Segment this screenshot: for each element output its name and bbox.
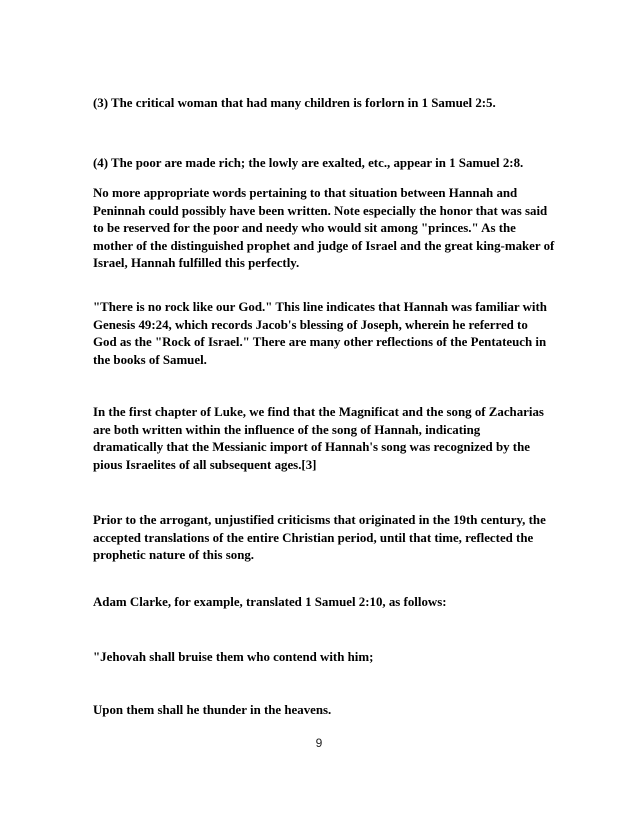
paragraph-point-4: (4) The poor are made rich; the lowly are exalted, etc., appear in 1 Samuel 2:8. [93,156,524,170]
quote-line-2: Upon them shall he thunder in the heavens. [93,703,332,717]
page-number: 9 [315,736,323,750]
paragraph-point-3: (3) The critical woman that had many children is forlorn in 1 Samuel 2:5. [93,96,496,110]
paragraph-luke-magnificat: In the first chapter of Luke, we find that the Magnificat and the song of Zacharias are both written within the influence of the song of Hannah, indicating dramatically that the Messianic import of Hannah's song was recognized by the pious Israelites of all subsequent ages.[3] [93,405,544,472]
paragraph-adam-clarke: Adam Clarke, for example, translated 1 Samuel 2:10, as follows: [93,595,447,609]
paragraph-rock-of-israel: "There is no rock like our God." This line indicates that Hannah was familiar with Genesis 49:24, which records Jacob's blessing of Joseph, wherein he referred to God as the "Rock of Israel." There are many other reflections of the Pentateuch in the books of Samuel. [93,300,547,367]
quote-line-1: "Jehovah shall bruise them who contend with him; [93,650,374,664]
paragraph-hannah-peninnah: No more appropriate words pertaining to that situation between Hannah and Peninnah could possibly have been written. Note especially the honor that was said to be reserved for the poor and needy who would sit among "princes." As the mother of the distinguished prophet and judge of Israel and the great king-maker of Israel, Hannah fulfilled this perfectly. [93,186,555,271]
paragraph-prior-criticisms: Prior to the arrogant, unjustified criticisms that originated in the 19th century, the accepted translations of the entire Christian period, until that time, reflected the prophetic nature of this song. [93,513,546,563]
